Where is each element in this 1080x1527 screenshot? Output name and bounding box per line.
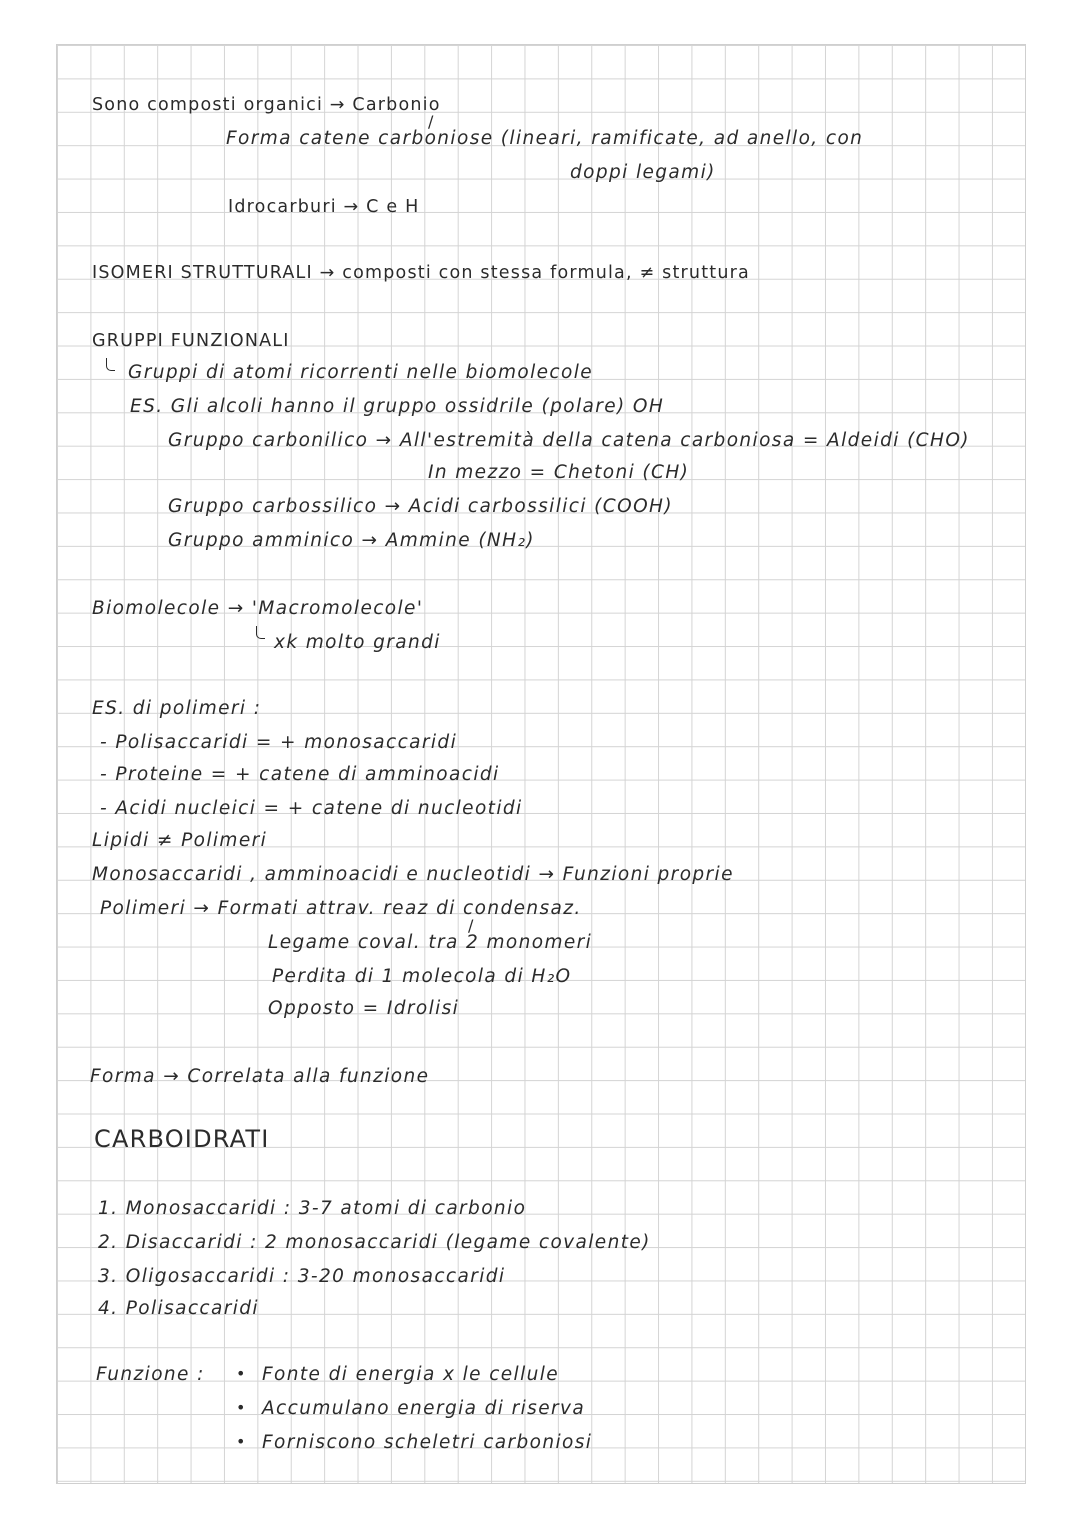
list-item: 2. Disaccaridi : 2 monosaccaridi (legame covalente) (98, 1232, 651, 1253)
bracket-arrow (106, 358, 115, 371)
note-line: Opposto = Idrolisi (268, 998, 460, 1019)
section-heading: ISOMERI STRUTTURALI → composti con stessa formula, ≠ struttura (92, 263, 750, 283)
list-item: - Acidi nucleici = + catene di nucleotidi (100, 798, 523, 819)
bullet-icon: • (236, 1432, 246, 1451)
note-line: Lipidi ≠ Polimeri (92, 830, 268, 851)
note-line: Gruppo carbossilico → Acidi carbossilici (COOH) (168, 496, 673, 517)
note-line: Gruppo carbonilico → All'estremità della catena carboniosa = Aldeidi (CHO) (168, 430, 970, 451)
note-line: xk molto grandi (274, 632, 441, 653)
note-line: Gruppi di atomi ricorrenti nelle biomolecole (128, 362, 594, 383)
note-line: Polimeri → Formati attrav. reaz di condensaz. (100, 898, 582, 919)
note-line: Biomolecole → 'Macromolecole' (92, 598, 424, 619)
note-line: Legame coval. tra 2 monomeri (268, 932, 593, 953)
note-line: doppi legami) (570, 162, 716, 183)
list-item: 3. Oligosaccaridi : 3-20 monosaccaridi (98, 1266, 506, 1287)
list-item: Fonte di energia x le cellule (262, 1364, 560, 1385)
list-item: - Proteine = + catene di amminoacidi (100, 764, 500, 785)
section-heading: GRUPPI FUNZIONALI (92, 331, 290, 351)
bullet-icon: • (236, 1398, 246, 1417)
connector-tick: / (468, 916, 474, 935)
section-title: CARBOIDRATI (94, 1125, 270, 1153)
list-item: Forniscono scheletri carboniosi (262, 1432, 593, 1453)
note-line: ES. di polimeri : (92, 698, 262, 719)
list-item: Accumulano energia di riserva (262, 1398, 586, 1419)
note-line: In mezzo = Chetoni (CH) (428, 462, 690, 483)
list-item: 1. Monosaccaridi : 3-7 atomi di carbonio (98, 1198, 527, 1219)
note-line: Sono composti organici → Carbonio (92, 95, 441, 115)
list-item: - Polisaccaridi = + monosaccaridi (100, 732, 458, 753)
note-line: Perdita di 1 molecola di H₂O (272, 966, 572, 987)
note-line: Monosaccaridi , amminoacidi e nucleotidi → Funzioni proprie (92, 864, 734, 885)
note-line: ES. Gli alcoli hanno il gruppo ossidrile (polare) OH (130, 396, 665, 417)
list-item: 4. Polisaccaridi (98, 1298, 259, 1319)
note-line: Forma catene carboniose (lineari, ramificate, ad anello, con (226, 128, 864, 149)
note-line: Funzione : (96, 1364, 205, 1385)
note-line: Forma → Correlata alla funzione (90, 1066, 430, 1087)
bullet-icon: • (236, 1364, 246, 1383)
note-line: Gruppo amminico → Ammine (NH₂) (168, 530, 535, 551)
bracket-arrow (256, 626, 265, 639)
note-line: Idrocarburi → C e H (228, 197, 420, 217)
connector-tick: / (428, 112, 434, 131)
